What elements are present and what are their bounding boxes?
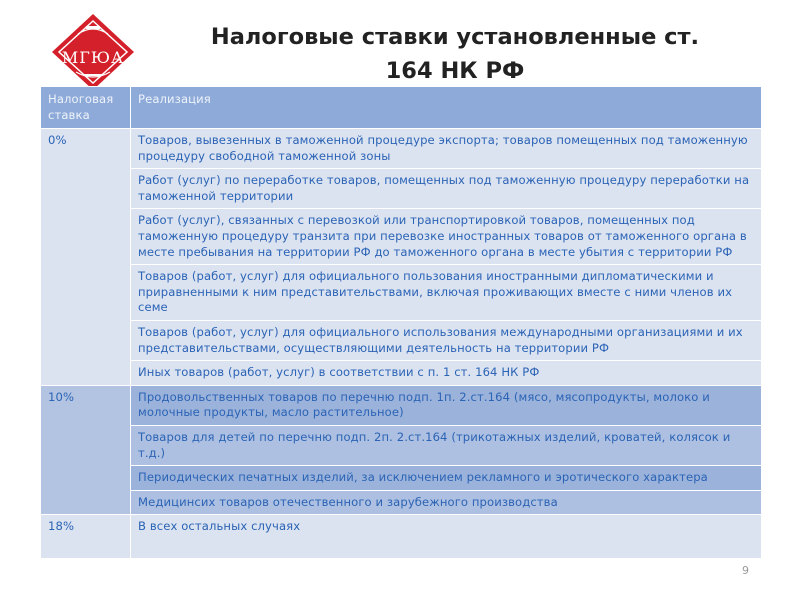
title-line-2: 164 НК РФ xyxy=(385,58,525,84)
table-row xyxy=(41,129,762,169)
description-cell: Работ (услуг) по переработке товаров, помещенных под таможенную процедуру переработки на таможенной территории xyxy=(131,169,762,209)
university-logo xyxy=(48,12,138,92)
table-row xyxy=(41,515,762,559)
rate-cell-18: 18% xyxy=(41,515,131,559)
description-cell: Товаров (работ, услуг) для официального использования международными организациями и их представительствами, осуществляющими деятельность на территории РФ xyxy=(131,320,762,360)
slide-title xyxy=(150,20,760,88)
description-cell: Иных товаров (работ, услуг) в соответствии с п. 1 ст. 164 НК РФ xyxy=(131,361,762,386)
table-row xyxy=(41,425,762,465)
table-row xyxy=(41,361,762,386)
table-row xyxy=(41,320,762,360)
description-cell: Медицинсих товаров отечественного и зарубежного производства xyxy=(131,490,762,515)
table-row xyxy=(41,169,762,209)
description-cell: Товаров для детей по перечню подп. 2п. 2.ст.164 (трикотажных изделий, кроватей, колясок и т.д.) xyxy=(131,425,762,465)
page-number: 9 xyxy=(742,564,749,577)
logo-text: МГЮА xyxy=(61,48,125,67)
table-row xyxy=(41,265,762,321)
description-cell: Товаров, вывезенных в таможенной процедуре экспорта; товаров помещенных под таможенную процедуру свободной таможенной зоны xyxy=(131,129,762,169)
description-cell: Продовольственных товаров по перечню подп. 1п. 2.ст.164 (мясо, мясопродукты, молоко и молочные продукты, масло растительное) xyxy=(131,385,762,425)
rate-cell-0: 0% xyxy=(41,129,131,386)
description-cell: Товаров (работ, услуг) для официального пользования иностранными дипломатическими и приравненными к ним представительствами, включая проживающих вместе с ними членов их семе xyxy=(131,265,762,321)
description-cell: Периодических печатных изделий, за исключением рекламного и эротического характера xyxy=(131,466,762,491)
title-line-1: Налоговые ставки установленные ст. xyxy=(210,24,700,50)
table-row xyxy=(41,490,762,515)
description-cell: Работ (услуг), связанных с перевозкой или транспортировкой товаров, помещенных под таможенную процедуру транзита при перевозке иностранных товаров от таможенного органа в месте пребывания на территории РФ до таможенного органа в месте убытия с территории РФ xyxy=(131,209,762,265)
table-row xyxy=(41,209,762,265)
table-header-row xyxy=(41,87,762,129)
table-row xyxy=(41,385,762,425)
tax-rates-table xyxy=(40,86,762,559)
header-rate: Налоговая ставка xyxy=(41,87,131,129)
rate-cell-10: 10% xyxy=(41,385,131,515)
table-row xyxy=(41,466,762,491)
header-realization: Реализация xyxy=(131,87,762,129)
description-cell: В всех остальных случаях xyxy=(131,515,762,559)
